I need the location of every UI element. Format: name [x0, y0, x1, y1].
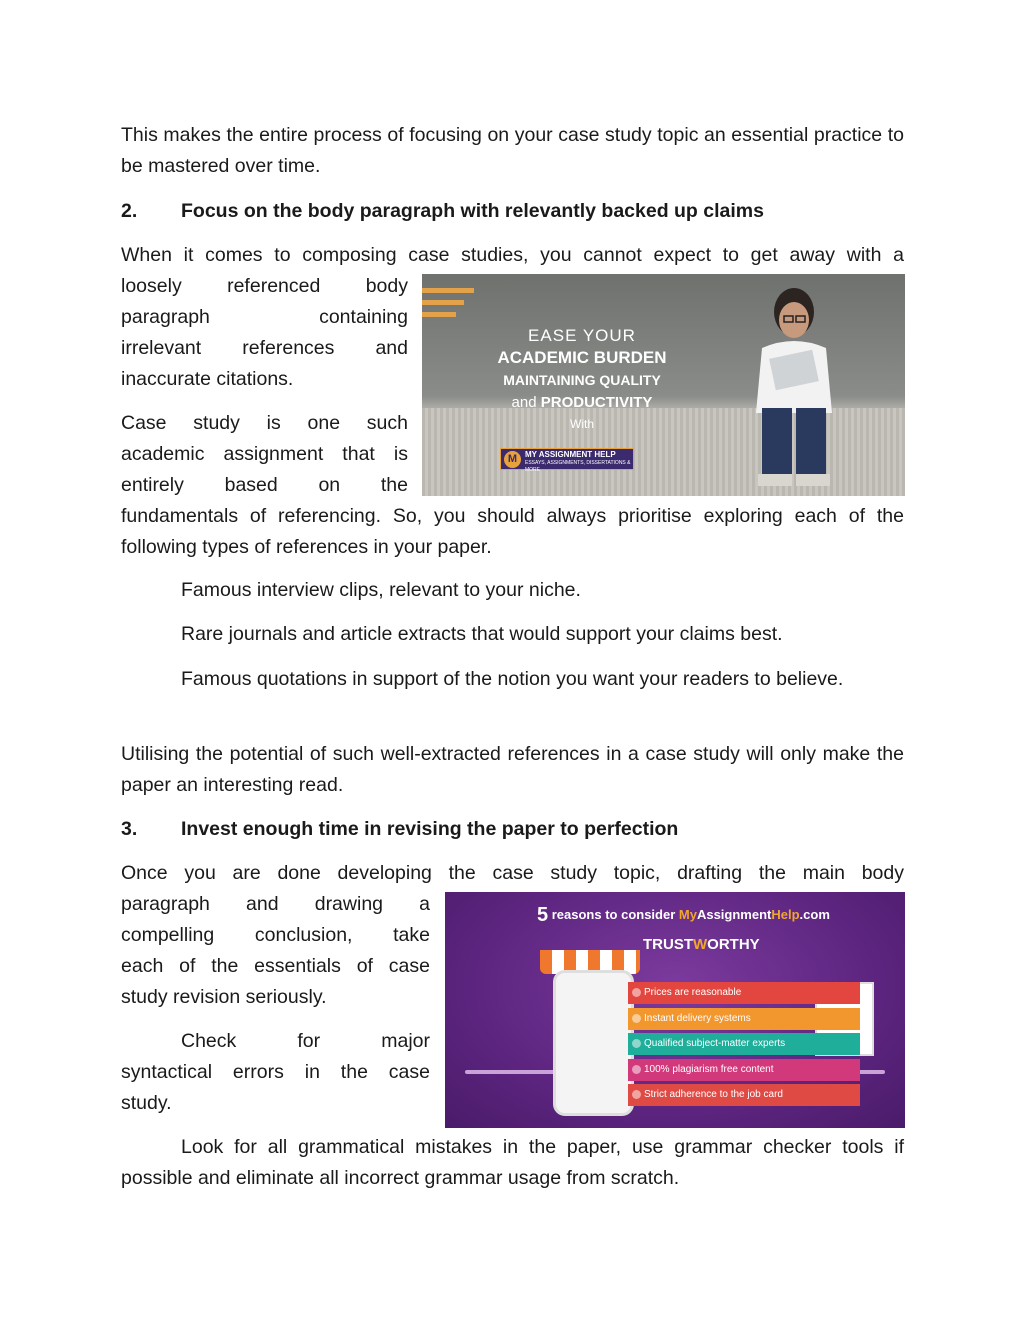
banner-line-4 — [462, 394, 702, 411]
bullet-item — [121, 664, 904, 695]
section-number: 2. — [121, 200, 138, 222]
student-with-tablet-illustration — [732, 278, 852, 492]
bullet-s3-a — [121, 1026, 430, 1119]
bullet-item — [121, 575, 904, 606]
logo-tagline: ESSAYS, ASSIGNMENTS, DISSERTATIONS & MORE — [525, 460, 631, 473]
bullet-glyph — [121, 1026, 181, 1057]
paragraph-s2-end: Utilising the potential of such well-extracted references in a case study will only make the paper an interesting read. — [121, 743, 904, 796]
section-number: 3. — [121, 818, 138, 840]
paragraph-intro: This makes the entire process of focusing on your case study topic an essential practice to be mastered over time. — [121, 124, 904, 177]
section-title: Focus on the body paragraph with relevantly backed up claims — [181, 200, 764, 222]
paragraph-s3-lead: Once you are done developing the case study topic, drafting the main body — [121, 862, 904, 884]
reason-bar: Prices are reasonable — [628, 982, 860, 1004]
logo-name: MY ASSIGNMENT HELP — [525, 450, 616, 459]
brand-assignment: Assignment — [696, 907, 772, 922]
reason-bar: 100% plagiarism free content — [628, 1059, 860, 1081]
wrapped-line: paragraph and drawing a — [121, 893, 430, 915]
banner-line-2: ACADEMIC BURDEN — [497, 348, 667, 367]
trust-a: TRUST — [643, 936, 693, 953]
paragraph-s2-case-wrapped — [121, 408, 408, 501]
bullet-text: Look for all grammatical mistakes in the paper, use grammar checker tools if possible and eliminate all incorrect grammar usage from scratch. — [121, 1136, 904, 1189]
wrapped-line: loosely referenced body — [121, 275, 408, 297]
banner-line-4-b: PRODUCTIVITY — [540, 394, 653, 411]
section-3-heading — [121, 814, 904, 845]
wrapped-line — [121, 1026, 430, 1057]
wrapped-line: Case study is one such — [121, 412, 408, 434]
section-2-heading — [121, 196, 904, 227]
wrapped-line: compelling conclusion, take — [121, 924, 430, 946]
academic-burden-banner-image — [422, 274, 905, 496]
brand-help: Help — [771, 907, 800, 922]
bullet-text: Famous quotations in support of the notion you want your readers to believe. — [181, 668, 844, 690]
title-text: reasons to consider — [548, 907, 679, 922]
trust-b: W — [693, 936, 708, 953]
wrapped-line: irrelevant references and — [121, 337, 408, 359]
banner-line-4-a: and — [511, 394, 541, 411]
banner-line-3: MAINTAINING QUALITY — [503, 372, 661, 388]
wrapped-line: academic assignment that is — [121, 443, 408, 465]
reason-bar: Instant delivery systems — [628, 1008, 860, 1030]
reason-bar: Qualified subject-matter experts — [628, 1033, 860, 1055]
title-number: 5 — [537, 904, 549, 926]
bullet-text: Famous interview clips, relevant to your niche. — [181, 579, 581, 601]
bullet-item — [121, 1132, 904, 1194]
bullet-item — [121, 619, 904, 650]
infographic-title — [537, 904, 830, 927]
paragraph-s2-case-rest: fundamentals of referencing. So, you should always prioritise exploring each of the following types of references in your paper. — [121, 505, 904, 558]
bullet-text: Rare journals and article extracts that would support your claims best. — [181, 623, 783, 645]
banner-line-5: With — [570, 417, 594, 431]
paragraph-s2-lead: When it comes to composing case studies, you cannot expect to get away with a — [121, 244, 904, 266]
bullet-text: Check for major — [181, 1030, 430, 1052]
wrapped-line: study. — [121, 1092, 172, 1114]
paragraph-s2-wrapped — [121, 271, 408, 395]
reason-bar: Strict adherence to the job card — [628, 1084, 860, 1106]
logo-mark: M — [504, 451, 521, 468]
wrapped-line: inaccurate citations. — [121, 368, 294, 390]
brand-logo — [500, 448, 634, 473]
trustworthy-heading — [643, 936, 760, 953]
paragraph-s3-wrapped — [121, 889, 430, 1013]
brand-com: .com — [799, 907, 830, 922]
wrapped-line: each of the essentials of case — [121, 955, 430, 977]
brand-my: My — [678, 907, 697, 922]
banner-line-1: EASE YOUR — [528, 326, 636, 345]
wrapped-line: study revision seriously. — [121, 986, 327, 1008]
section-title: Invest enough time in revising the paper to perfection — [181, 818, 679, 840]
wrapped-line: syntactical errors in the case — [121, 1061, 430, 1083]
wrapped-line: paragraph containing — [121, 306, 408, 328]
five-reasons-infographic-image — [445, 892, 905, 1128]
trust-c: ORTHY — [707, 936, 760, 953]
phone-illustration — [553, 970, 634, 1116]
decorative-stripes — [422, 288, 474, 324]
wrapped-line: entirely based on the — [121, 474, 408, 496]
